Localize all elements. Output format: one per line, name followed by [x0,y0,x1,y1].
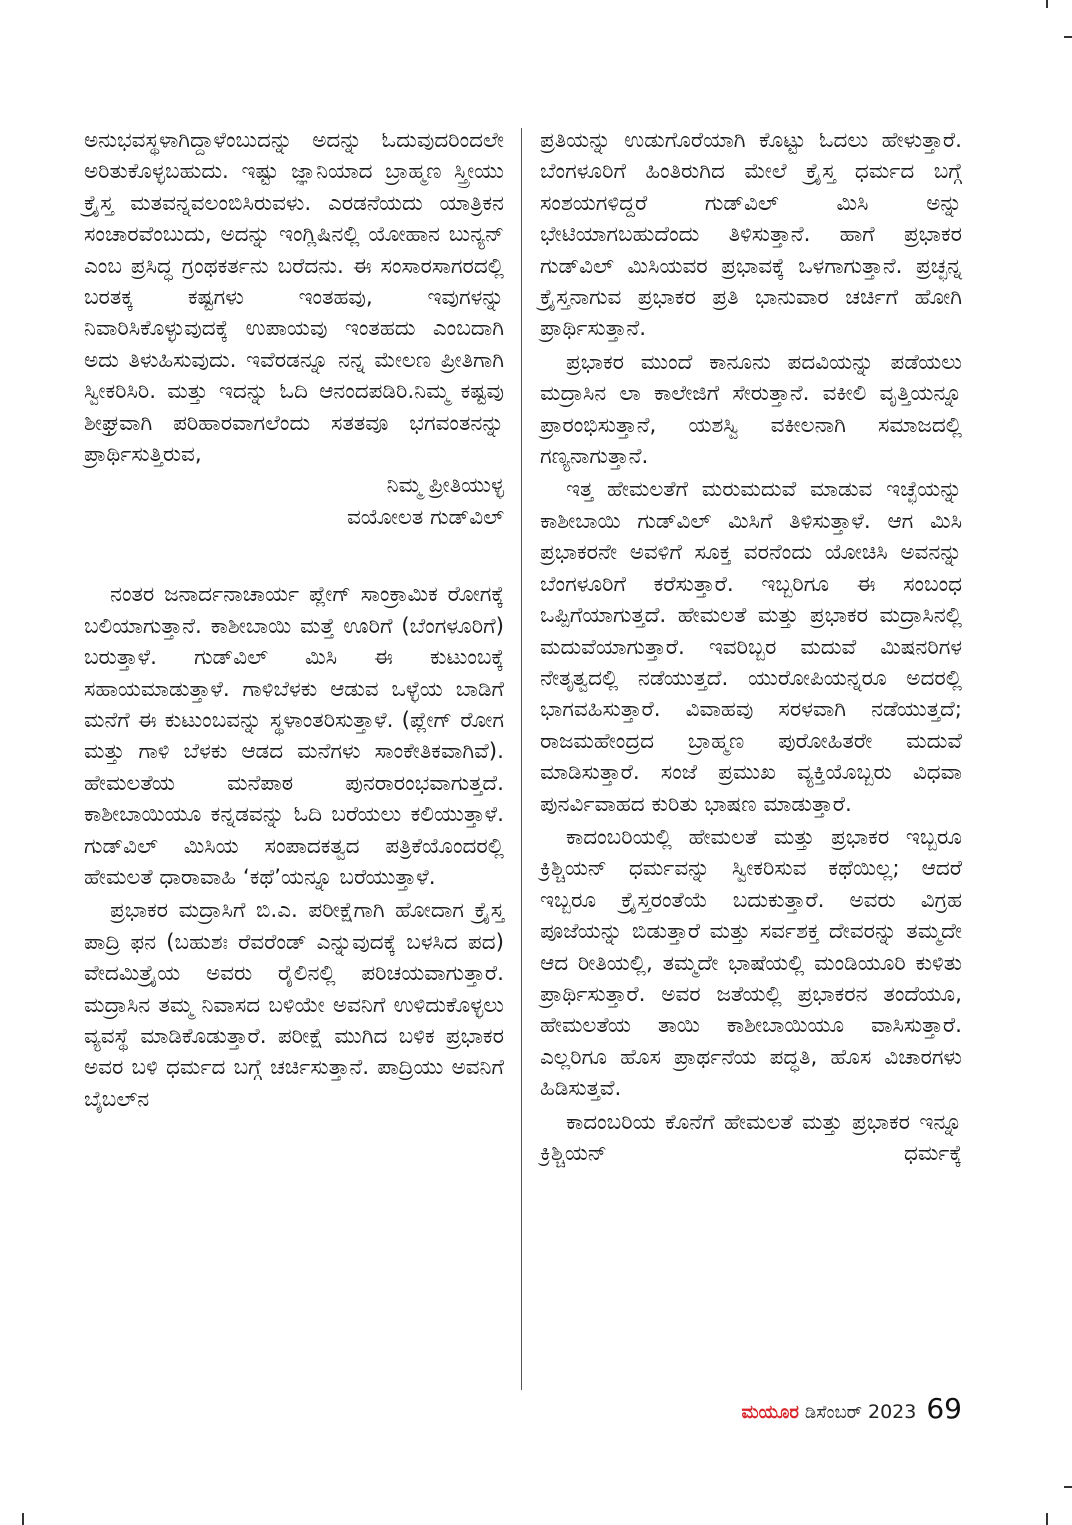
right-column [540,125,962,1169]
paragraph: ಇತ್ತ ಹೇಮಲತೆಗೆ ಮರುಮದುವೆ ಮಾಡುವ ಇಚ್ಛೆಯನ್ನು ಕಾಶೀಬಾಯಿ ಗುಡ್‌ವಿಲ್ ಮಿಸಿಗೆ ತಿಳಿಸುತ್ತಾಳೆ. ಆಗ ಮಿಸಿ ಪ್ರಭಾಕರನೇ ಅವಳಿಗೆ ಸೂಕ್ತ ವರನೆಂದು ಯೋಚಿಸಿ ಅವನನ್ನು ಬೆಂಗಳೂರಿಗೆ ಕರೆಸುತ್ತಾರೆ. ಇಬ್ಬರಿಗೂ ಈ ಸಂಬಂಧ ಒಪ್ಪಿಗೆಯಾಗುತ್ತದೆ. ಹೇಮಲತೆ ಮತ್ತು ಪ್ರಭಾಕರ ಮದ್ರಾಸಿನಲ್ಲಿ ಮದುವೆಯಾಗುತ್ತಾರೆ. ಇವರಿಬ್ಬರ ಮದುವೆ ಮಿಷನರಿಗಳ ನೇತೃತ್ವದಲ್ಲಿ ನಡೆಯುತ್ತದೆ. ಯುರೋಪಿಯನ್ನರೂ ಅದರಲ್ಲಿ ಭಾಗವಹಿಸುತ್ತಾರೆ. ವಿವಾಹವು ಸರಳವಾಗಿ ನಡೆಯುತ್ತದೆ; ರಾಜಮಹೇಂದ್ರದ ಬ್ರಾಹ್ಮಣ ಪುರೋಹಿತರೇ ಮದುವೆ ಮಾಡಿಸುತ್ತಾರೆ. ಸಂಜೆ ಪ್ರಮುಖ ವ್ಯಕ್ತಿಯೊಬ್ಬರು ವಿಧವಾ ಪುನರ್ವಿವಾಹದ ಕುರಿತು ಭಾಷಣ ಮಾಡುತ್ತಾರೆ. [540,477,962,817]
crop-mark-bottom-left [22,1513,24,1525]
page-number: 69 [926,1392,962,1425]
column-divider [521,128,522,1390]
crop-mark-right-lower [1064,1486,1072,1488]
issue-month: ಡಿಸೆಂಬರ್ [804,1402,862,1423]
magazine-logo: ಮಯೂರ [741,1402,799,1423]
crop-mark-right-upper [1064,36,1072,38]
letter-closing: ನಿಮ್ಮ ಪ್ರೀತಿಯುಳ್ಳ [386,473,504,499]
letter-body: ಅನುಭವಸ್ಥಳಾಗಿದ್ದಾಳೆಂಬುದನ್ನು ಅದನ್ನು ಓದುವುದರಿಂದಲೇ ಅರಿತುಕೊಳ್ಳಬಹುದು. ಇಷ್ಟು ಜ್ಞಾನಿಯಾದ ಬ್ರಾಹ್ಮಣ ಸ್ತ್ರೀಯು ಕ್ರೈಸ್ತ ಮತವನ್ನವಲಂಬಿಸಿರುವಳು. ಎರಡನೆಯದು ಯಾತ್ರಿಕನ ಸಂಚಾರವೆಂಬುದು, ಅದನ್ನು ಇಂಗ್ಲಿಷಿನಲ್ಲಿ ಯೋಹಾನ ಬುನ್ಯನ್ ಎಂಬ ಪ್ರಸಿದ್ಧ ಗ್ರಂಥಕರ್ತನು ಬರೆದನು. ಈ ಸಂಸಾರಸಾಗರದಲ್ಲಿ ಬರತಕ್ಕ ಕಷ್ಟಗಳು ಇಂತಹವು, ಇವುಗಳನ್ನು ನಿವಾರಿಸಿಕೊಳ್ಳುವುದಕ್ಕೆ ಉಪಾಯವು ಇಂತಹದು ಎಂಬದಾಗಿ ಅದು ತಿಳುಹಿಸುವುದು. ಇವೆರಡನ್ನೂ ನನ್ನ ಮೇಲಣ ಪ್ರೀತಿಗಾಗಿ ಸ್ವೀಕರಿಸಿರಿ. ಮತ್ತು ಇದನ್ನು ಓದಿ ಆನಂದಪಡಿರಿ.ನಿಮ್ಮ ಕಷ್ಟವು ಶೀಘ್ರವಾಗಿ ಪರಿಹಾರವಾಗಲೆಂದು ಸತತವೂ ಭಗವಂತನನ್ನು ಪ್ರಾರ್ಥಿಸುತ್ತಿರುವ, [84,128,504,468]
paragraph: ಕಾದಂಬರಿಯಲ್ಲಿ ಹೇಮಲತೆ ಮತ್ತು ಪ್ರಭಾಕರ ಇಬ್ಬರೂ ಕ್ರಿಶ್ಚಿಯನ್ ಧರ್ಮವನ್ನು ಸ್ವೀಕರಿಸುವ ಕಥೆಯಿಲ್ಲ; ಆದರೆ ಇಬ್ಬರೂ ಕ್ರೈಸ್ತರಂತೆಯೆ ಬದುಕುತ್ತಾರೆ. ಅವರು ವಿಗ್ರಹ ಪೂಜೆಯನ್ನು ಬಿಡುತ್ತಾರೆ ಮತ್ತು ಸರ್ವಶಕ್ತ ದೇವರನ್ನು ತಮ್ಮದೇ ಆದ ರೀತಿಯಲ್ಲಿ, ತಮ್ಮದೇ ಭಾಷೆಯಲ್ಲಿ ಮಂಡಿಯೂರಿ ಕುಳಿತು ಪ್ರಾರ್ಥಿಸುತ್ತಾರೆ. ಅವರ ಜತೆಯಲ್ಲಿ ಪ್ರಭಾಕರನ ತಂದೆಯೂ, ಹೇಮಲತೆಯ ತಾಯಿ ಕಾಶೀಬಾಯಿಯೂ ವಾಸಿಸುತ್ತಾರೆ. ಎಲ್ಲರಿಗೂ ಹೊಸ ಪ್ರಾರ್ಥನೆಯ ಪದ್ಧತಿ, ಹೊಸ ವಿಚಾರಗಳು ಹಿಡಿಸುತ್ತವೆ. [540,824,962,1102]
crop-mark-bottom-right [1046,1513,1048,1525]
letter-signature: ವಯೋಲತ ಗುಡ್‌ವಿಲ್ [346,504,504,530]
paragraph: ಪ್ರಭಾಕರ ಮುಂದೆ ಕಾನೂನು ಪದವಿಯನ್ನು ಪಡೆಯಲು ಮದ್ರಾಸಿನ ಲಾ ಕಾಲೇಜಿಗೆ ಸೇರುತ್ತಾನೆ. ವಕೀಲಿ ವೃತ್ತಿಯನ್ನೂ ಪ್ರಾರಂಭಿಸುತ್ತಾನೆ, ಯಶಸ್ವಿ ವಕೀಲನಾಗಿ ಸಮಾಜದಲ್ಲಿ ಗಣ್ಯನಾಗುತ್ತಾನೆ. [540,349,962,470]
paragraph: ನಂತರ ಜನಾರ್ದನಾಚಾರ್ಯ ಪ್ಲೇಗ್ ಸಾಂಕ್ರಾಮಿಕ ರೋಗಕ್ಕೆ ಬಲಿಯಾಗುತ್ತಾನೆ. ಕಾಶೀಬಾಯಿ ಮತ್ತೆ ಊರಿಗೆ (ಬೆಂಗಳೂರಿಗೆ) ಬರುತ್ತಾಳೆ. ಗುಡ್‌ವಿಲ್ ಮಿಸಿ ಈ ಕುಟುಂಬಕ್ಕೆ ಸಹಾಯಮಾಡುತ್ತಾಳೆ. ಗಾಳಿಬೆಳಕು ಆಡುವ ಒಳ್ಳೆಯ ಬಾಡಿಗೆ ಮನೆಗೆ ಈ ಕುಟುಂಬವನ್ನು ಸ್ಥಳಾಂತರಿಸುತ್ತಾಳೆ. (ಪ್ಲೇಗ್ ರೋಗ ಮತ್ತು ಗಾಳಿ ಬೆಳಕು ಆಡದ ಮನೆಗಳು ಸಾಂಕೇತಿಕವಾಗಿವೆ). ಹೇಮಲತೆಯ ಮನೆಪಾಠ ಪುನರಾರಂಭವಾಗುತ್ತದೆ. ಕಾಶೀಬಾಯಿಯೂ ಕನ್ನಡವನ್ನು ಓದಿ ಬರೆಯಲು ಕಲಿಯುತ್ತಾಳೆ. ಗುಡ್‌ವಿಲ್ ಮಿಸಿಯ ಸಂಪಾದಕತ್ವದ ಪತ್ರಿಕೆಯೊಂದರಲ್ಲಿ ಹೇಮಲತೆ ಧಾರಾವಾಹಿ ‘ಕಥೆ’ಯನ್ನೂ ಬರೆಯುತ್ತಾಳೆ. [84,582,504,890]
section-spacer [84,533,504,579]
issue-year: 2023 [868,1401,917,1423]
paragraph: ಪ್ರಭಾಕರ ಮದ್ರಾಸಿಗೆ ಬಿ.ಎ. ಪರೀಕ್ಷೆಗಾಗಿ ಹೋದಾಗ ಕ್ರೈಸ್ತ ಪಾದ್ರಿ ಫನ (ಬಹುಶಃ ರೆವರೆಂಡ್ ಎನ್ನುವುದಕ್ಕೆ ಬಳಸಿದ ಪದ) ವೇದಮಿತ್ರೈಯ ಅವರು ರೈಲಿನಲ್ಲಿ ಪರಿಚಯವಾಗುತ್ತಾರೆ. ಮದ್ರಾಸಿನ ತಮ್ಮ ನಿವಾಸದ ಬಳಿಯೇ ಅವನಿಗೆ ಉಳಿದುಕೊಳ್ಳಲು ವ್ಯವಸ್ಥೆ ಮಾಡಿಕೊಡುತ್ತಾರೆ. ಪರೀಕ್ಷೆ ಮುಗಿದ ಬಳಿಕ ಪ್ರಭಾಕರ ಅವರ ಬಳಿ ಧರ್ಮದ ಬಗ್ಗೆ ಚರ್ಚಿಸುತ್ತಾನೆ. ಪಾದ್ರಿಯು ಅವನಿಗೆ ಬೈಬಲ್‌ನ [84,898,504,1112]
crop-mark-top-right [1046,0,1048,8]
paragraph: ಪ್ರತಿಯನ್ನು ಉಡುಗೊರೆಯಾಗಿ ಕೊಟ್ಟು ಓದಲು ಹೇಳುತ್ತಾರೆ. ಬೆಂಗಳೂರಿಗೆ ಹಿಂತಿರುಗಿದ ಮೇಲೆ ಕ್ರೈಸ್ತ ಧರ್ಮದ ಬಗ್ಗೆ ಸಂಶಯಗಳಿದ್ದರೆ ಗುಡ್‌ವಿಲ್ ಮಿಸಿ ಅನ್ನು ಭೇಟಿಯಾಗಬಹುದೆಂದು ತಿಳಿಸುತ್ತಾನೆ. ಹಾಗೆ ಪ್ರಭಾಕರ ಗುಡ್‌ವಿಲ್ ಮಿಸಿಯವರ ಪ್ರಭಾವಕ್ಕೆ ಒಳಗಾಗುತ್ತಾನೆ. ಪ್ರಚ್ಛನ್ನ ಕ್ರೈಸ್ತನಾಗುವ ಪ್ರಭಾಕರ ಪ್ರತಿ ಭಾನುವಾರ ಚರ್ಚಿಗೆ ಹೋಗಿ ಪ್ರಾರ್ಥಿಸುತ್ತಾನೆ. [540,128,962,342]
paragraph: ಕಾದಂಬರಿಯ ಕೊನೆಗೆ ಹೇಮಲತೆ ಮತ್ತು ಪ್ರಭಾಕರ ಇನ್ನೂ ಕ್ರಿಶ್ಚಿಯನ್ ಧರ್ಮಕ್ಕೆ [540,1109,962,1166]
left-column [84,125,504,1115]
page-footer [741,1392,962,1432]
